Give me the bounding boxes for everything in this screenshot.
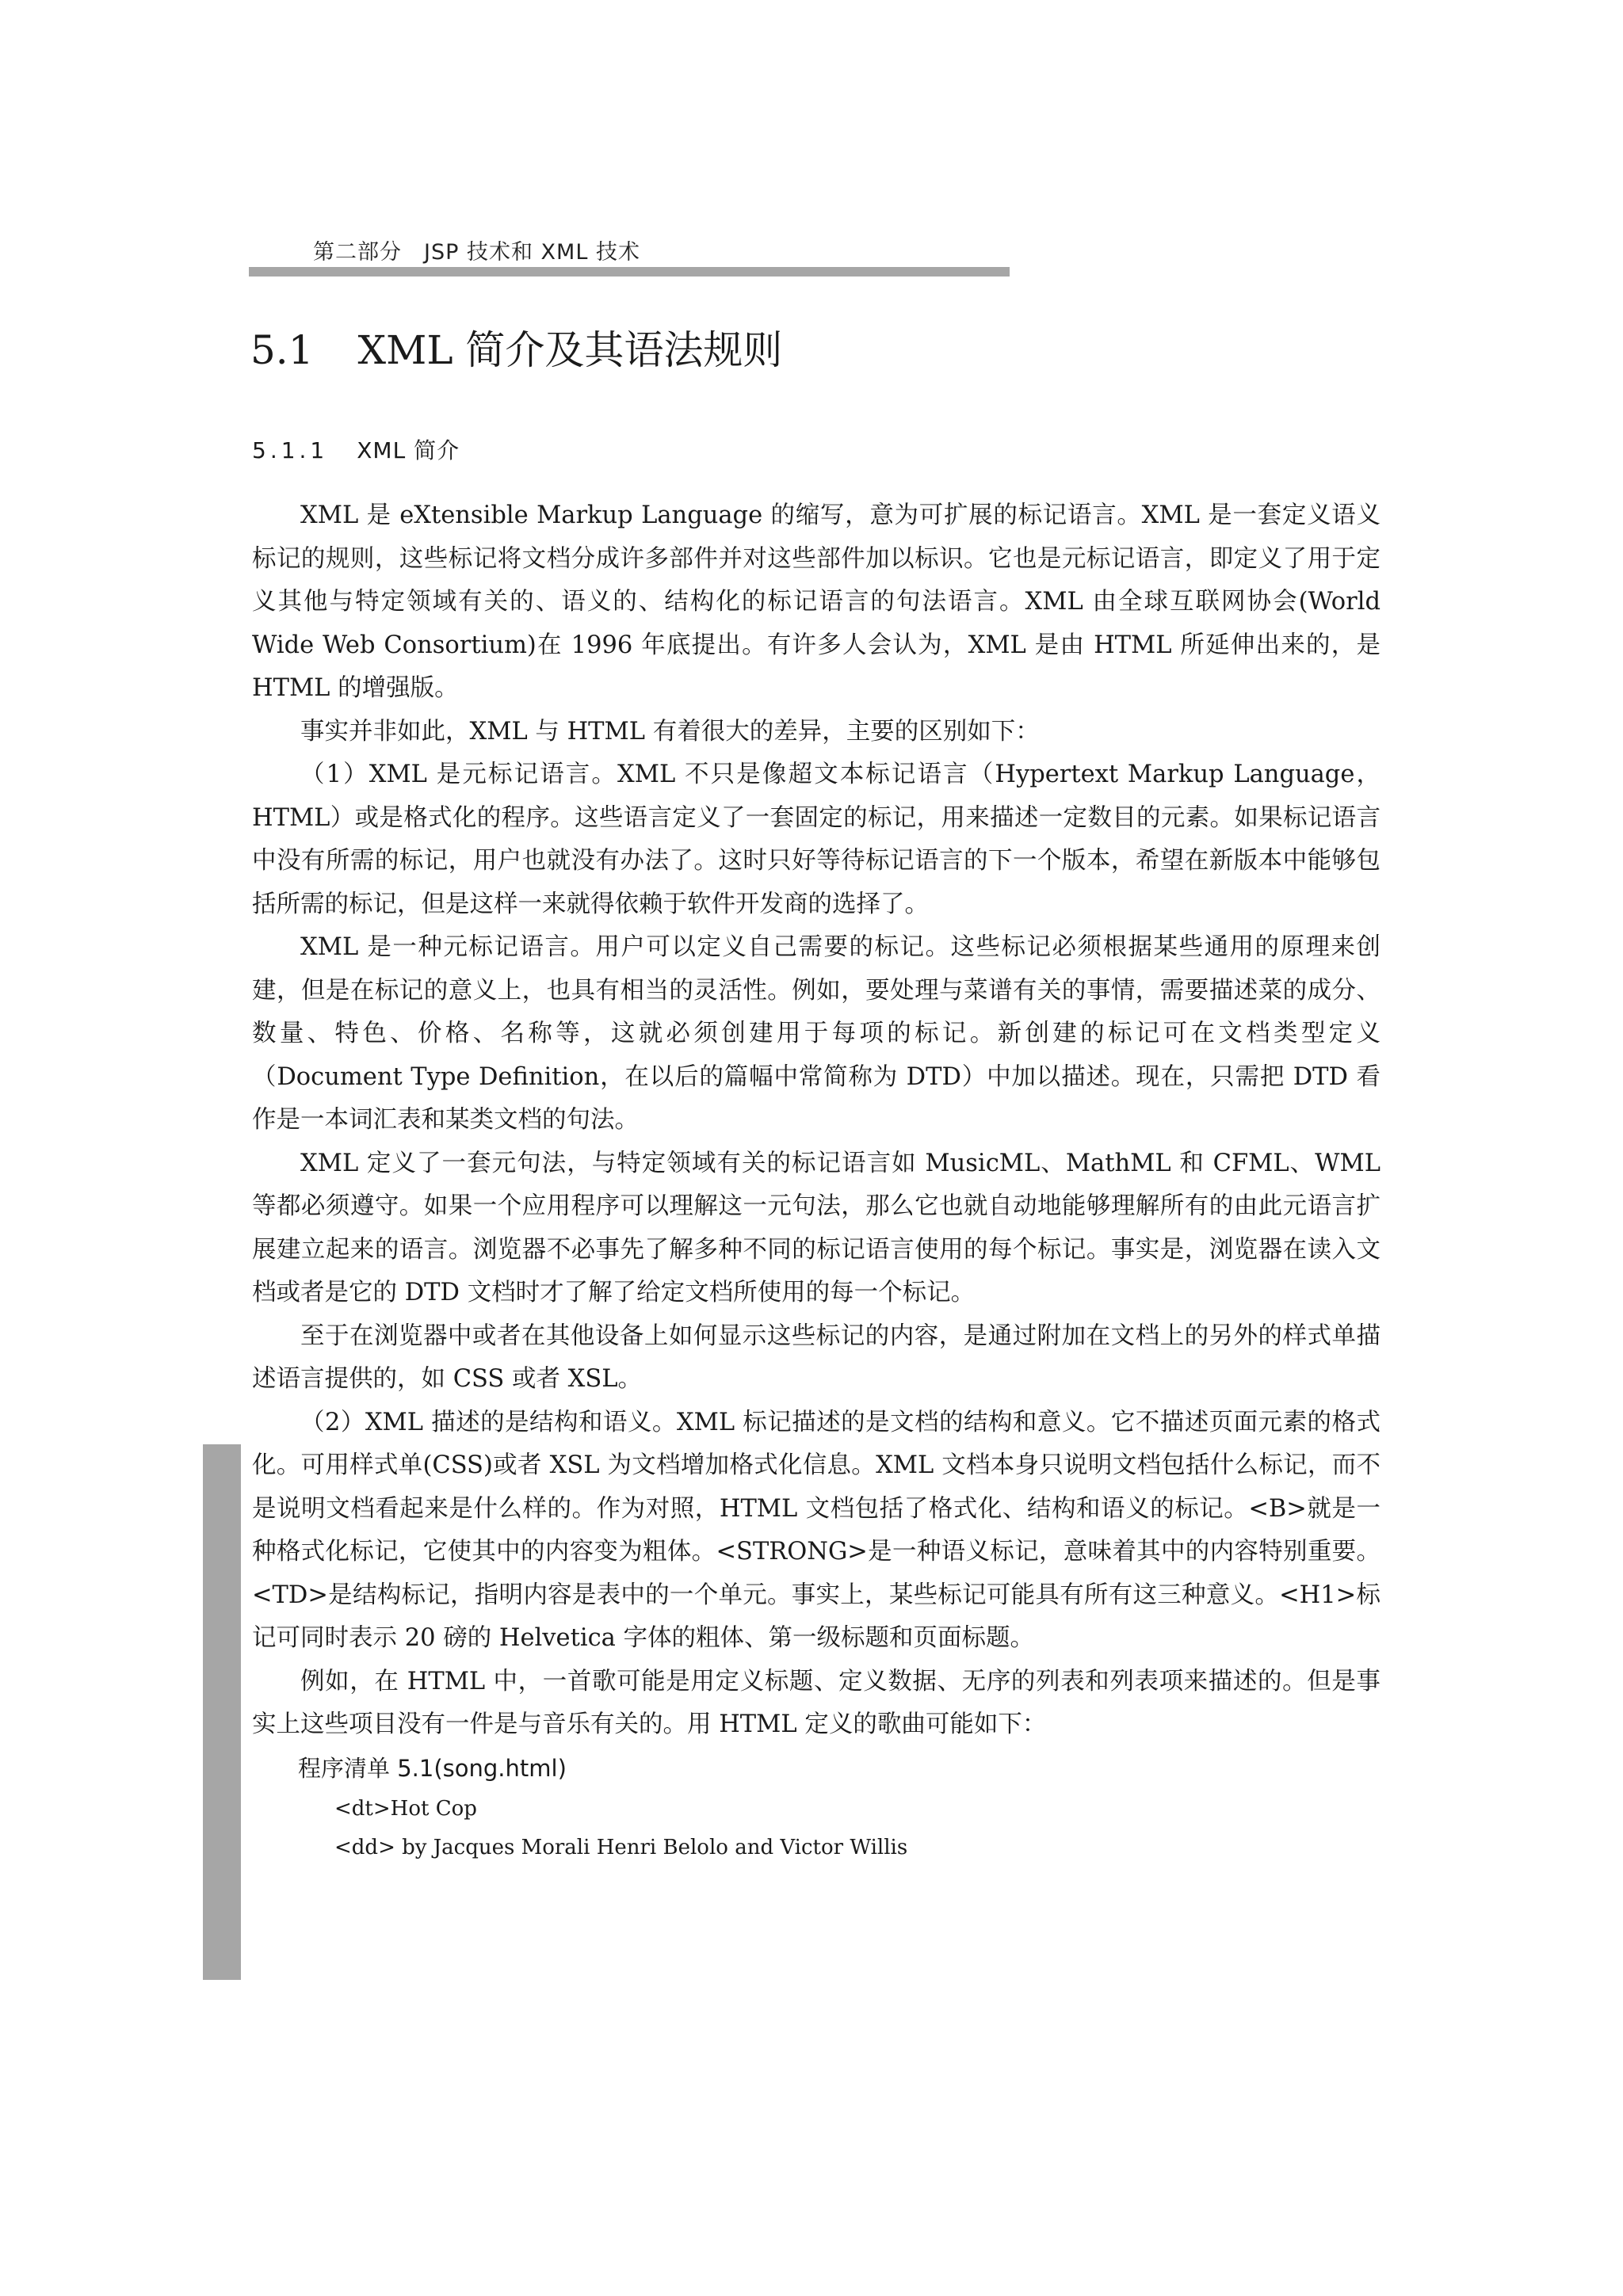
section-heading: XML 简介及其语法规则 — [357, 327, 783, 373]
code-line: <dt>Hot Cop — [334, 1796, 477, 1821]
subsection-title — [252, 433, 460, 465]
running-header: 第二部分 JSP 技术和 XML 技术 — [313, 240, 640, 265]
paragraph: XML 是一种元标记语言。用户可以定义自己需要的标记。这些标记必须根据某些通用的原理来创建，但是在标记的意义上，也具有相当的灵活性。例如，要处理与菜谱有关的事情，需要描述菜的成分、数量、特色、价格、名称等，这就必须创建用于每项的标记。新创建的标记可在文档类型定义（Document Type Definition，在以后的篇幅中常简称为 DTD）中加以描述。现在，只需把 DTD 看作是一本词汇表和某类文档的句法。 — [252, 933, 1381, 1134]
subsection-heading: XML 简介 — [357, 437, 460, 463]
listing-title: 程序清单 5.1(song.html) — [298, 1754, 567, 1782]
header-rule — [249, 267, 1010, 277]
section-title — [250, 318, 782, 376]
paragraph: 至于在浏览器中或者在其他设备上如何显示这些标记的内容，是通过附加在文档上的另外的样式单描述语言提供的，如 CSS 或者 XSL。 — [252, 1322, 1381, 1393]
body-text — [252, 494, 1381, 1867]
paragraph: 事实并非如此，XML 与 HTML 有着很大的差异，主要的区别如下： — [300, 717, 1040, 746]
code-line: <dd> by Jacques Morali Henri Belolo and Victor Willis — [334, 1835, 908, 1859]
paragraph: （1）XML 是元标记语言。XML 不只是像超文本标记语言（Hypertext Markup Language，HTML）或是格式化的程序。这些语言定义了一套固定的标记，用来描述一定数目的元素。如果标记语言中没有所需的标记，用户也就没有办法了。这时只好等待标记语言的下一个版本，希望在新版本中能够包括所需的标记，但是这样一来就得依赖于软件开发商的选择了。 — [252, 761, 1381, 918]
section-number: 5.1 — [250, 327, 314, 373]
paragraph: （2）XML 描述的是结构和语义。XML 标记描述的是文档的结构和意义。它不描述页面元素的格式化。可用样式单(CSS)或者 XSL 为文档增加格式化信息。XML 文档本身只说明文档包括什么标记，而不是说明文档看起来是什么样的。作为对照，HTML 文档包括了格式化、结构和语义的标记。<B>就是一种格式化标记，它使其中的内容变为粗体。<STRONG>是一种语义标记，意味着其中的内容特别重要。<TD>是结构标记，指明内容是表中的一个单元。事实上，某些标记可能具有所有这三种意义。<H1>标记可同时表示 20 磅的 Helvetica 字体的粗体、第一级标题和页面标题。 — [252, 1408, 1381, 1652]
paragraph: XML 是 eXtensible Markup Language 的缩写，意为可扩展的标记语言。XML 是一套定义语义标记的规则，这些标记将文档分成许多部件并对这些部件加以标识。它也是元标记语言，即定义了用于定义其他与特定领域有关的、语义的、结构化的标记语言的句法语言。XML 由全球互联网协会(World Wide Web Consortium)在 1996 年底提出。有许多人会认为，XML 是由 HTML 所延伸出来的，是 HTML 的增强版。 — [252, 502, 1381, 702]
paragraph: 例如，在 HTML 中，一首歌可能是用定义标题、定义数据、无序的列表和列表项来描述的。但是事实上这些项目没有一件是与音乐有关的。用 HTML 定义的歌曲可能如下： — [252, 1667, 1381, 1738]
margin-side-bar — [203, 1444, 241, 1980]
paragraph: XML 定义了一套元句法，与特定领域有关的标记语言如 MusicML、MathML 和 CFML、WML 等都必须遵守。如果一个应用程序可以理解这一元句法，那么它也就自动地能够理解所有的由此元语言扩展建立起来的语言。浏览器不必事先了解多种不同的标记语言使用的每个标记。事实是，浏览器在读入文档或者是它的 DTD 文档时才了解了给定文档所使用的每一个标记。 — [252, 1149, 1381, 1306]
subsection-number: 5.1.1 — [252, 437, 329, 463]
